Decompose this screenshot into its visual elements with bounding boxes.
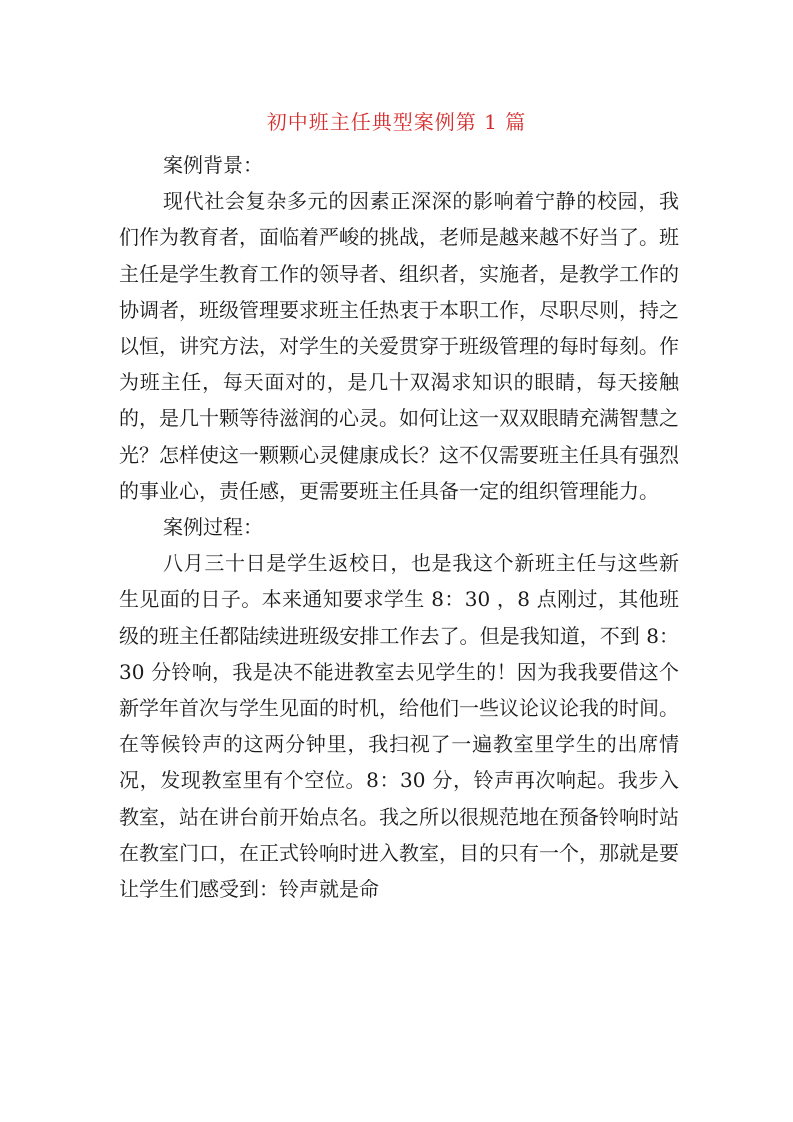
section-heading-background: 案例背景： <box>163 153 263 177</box>
section-paragraph-background: 现代社会复杂多元的因素正深深的影响着宁静的校园，我们作为教育者，面临着严峻的挑战，老师是越来越不好当了。班主任是学生教育工作的领导者、组织者，实施者，是教学工作的协调者，班级管理要求班主任热衷于本职工作，尽职尽则，持之以恒，讲究方法，对学生的关爱贯穿于班级管理的每时每刻。作为班主任，每天面对的，是几十双渴求知识的眼睛，每天接触的，是几十颗等待滋润的心灵。如何让这一双双眼睛充满智慧之光？怎样使这一颗颗心灵健康成长？这不仅需要班主任具有强烈的事业心，责任感，更需要班主任具备一定的组织管理能力。 <box>119 189 679 503</box>
section-paragraph-process: 八月三十日是学生返校日，也是我这个新班主任与这些新生见面的日子。本来通知要求学生 8：30 ，8 点刚过，其他班级的班主任都陆续进班级安排工作去了。但是我知道，不到 8：30 分铃响，我是决不能进教室去见学生的！因为我我要借这个新学年首次与学生见面的时机，给他们一些议论议论我的时间。在等候铃声的这两分钟里，我扫视了一遍教室里学生的出席情况，发现教室里有个空位。8：30 分，铃声再次响起。我步入教室，站在讲台前开始点名。我之所以很规范地在预备铃响时站在教室门口，在正式铃响时进入教室，目的只有一个，那就是要让学生们感受到：铃声就是命 <box>119 551 679 902</box>
section-heading-process: 案例过程： <box>163 515 263 540</box>
document-title: 初中班主任典型案例第 1 篇 <box>266 110 527 134</box>
document-body <box>119 147 679 907</box>
